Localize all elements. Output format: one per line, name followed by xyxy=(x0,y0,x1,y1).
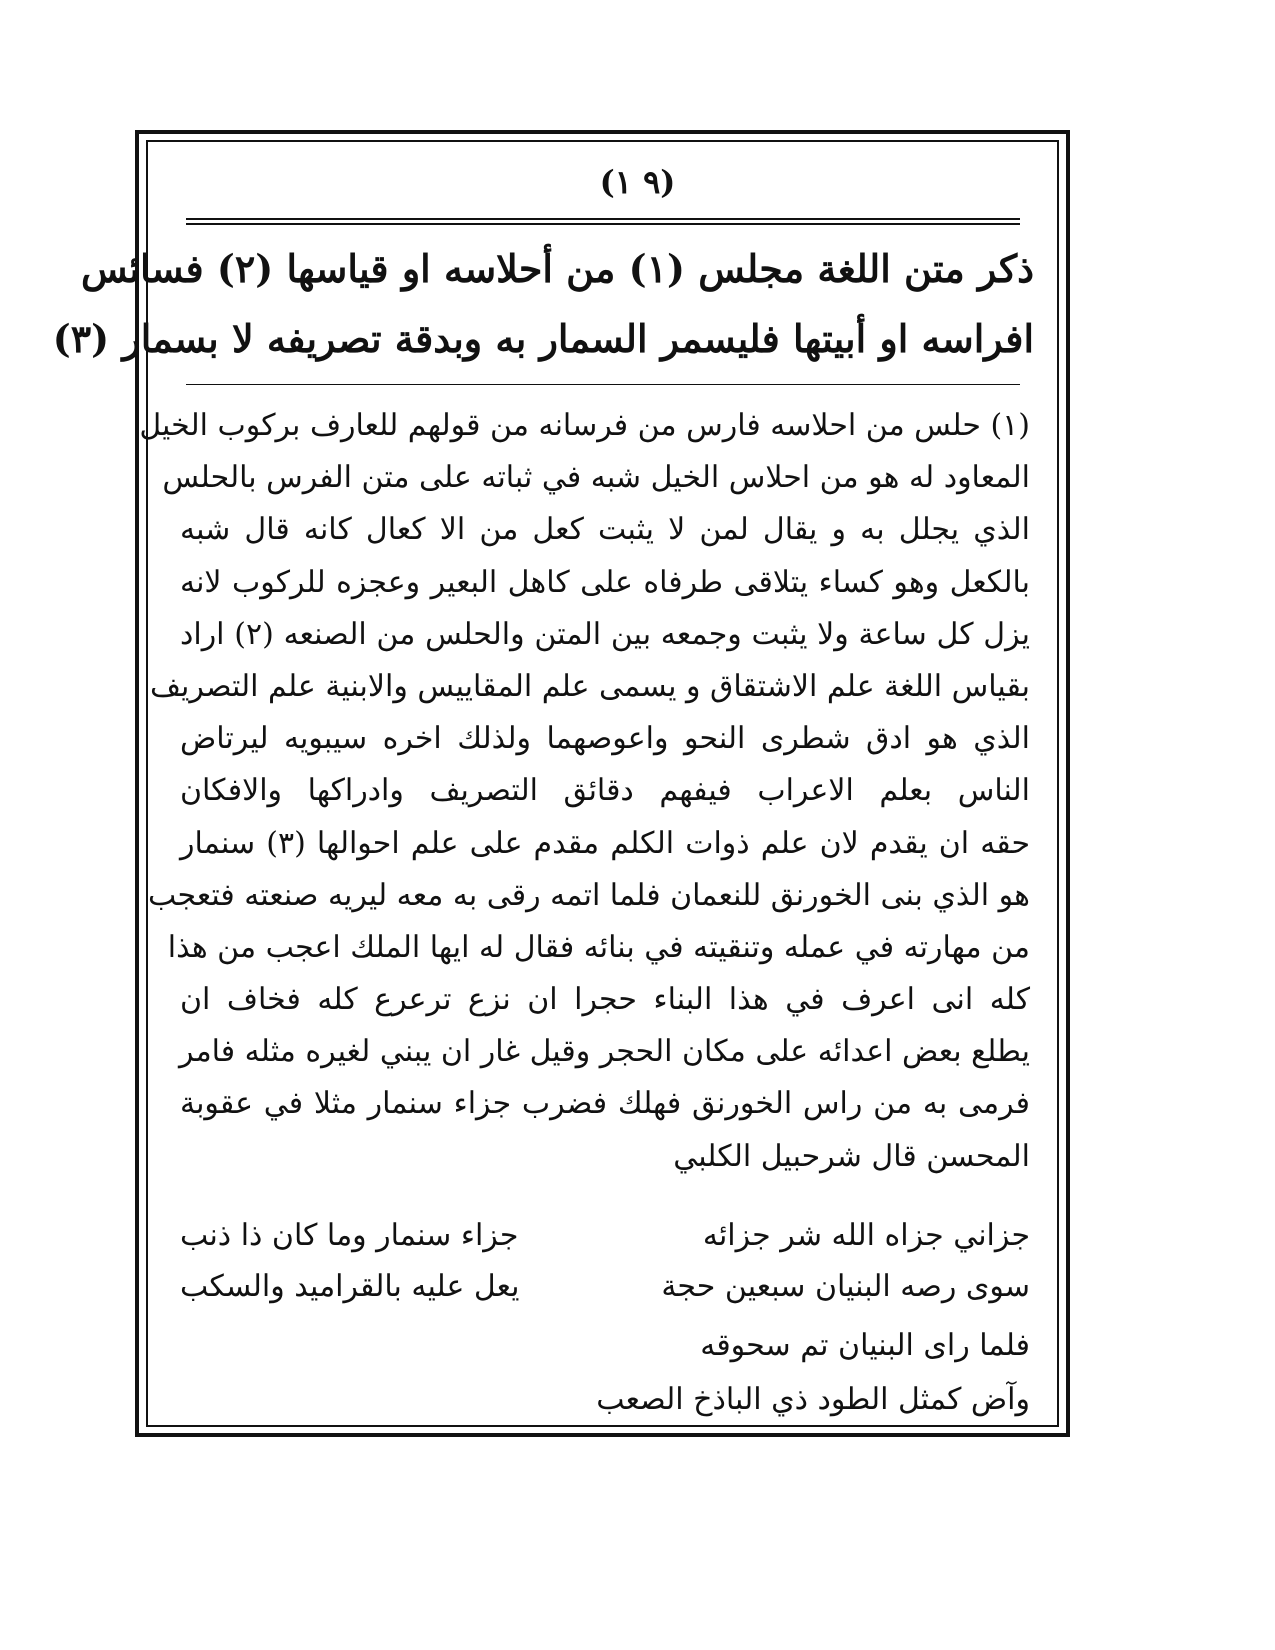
note-line: الذي يجلل به و يقال لمن لا يثبت كعل من الا كعال كانه قال شبه xyxy=(180,512,1030,548)
note-line: المعاود له هو من احلاس الخيل شبه في ثباته على متن الفرس بالحلس xyxy=(162,460,1030,496)
poem-hemistich-left: وآض كمثل الطود ذي الباذخ الصعب xyxy=(596,1382,1030,1417)
note-line: الذي هو ادق شطرى النحو واعوصهما ولذلك اخره سيبويه ليرتاض xyxy=(180,721,1030,757)
poem-hemistich-right: سوى رصه البنيان سبعين حجة xyxy=(661,1269,1030,1304)
note-line: الناس بعلم الاعراب فيفهم دقائق التصريف وادراكها والافكان xyxy=(180,773,1030,809)
note-line: من مهارته في عمله وتنقيته في بنائه فقال له ايها الملك اعجب من هذا xyxy=(167,929,1030,965)
verse-notes-divider xyxy=(186,384,1020,385)
note-line: فرمى به من راس الخورنق فهلك فضرب جزاء سنمار مثلا في عقوبة xyxy=(180,1086,1030,1122)
commentary-notes xyxy=(139,400,1030,1183)
poem-hemistich-right: جزاني جزاه الله شر جزائه xyxy=(702,1218,1030,1253)
poem-verses xyxy=(180,1210,1030,1312)
top-rule-double xyxy=(186,223,1020,225)
verse-line-2: افراسه او أبيتها فليسمر السمار به وبدقة تصريفه لا بسمار (٣) xyxy=(52,316,1034,361)
top-rule xyxy=(186,218,1020,220)
note-line: يزل كل ساعة ولا يثبت وجمعه بين المتن والحلس من الصنعه (٢) اراد xyxy=(180,616,1030,652)
page-number: (٩ ١) xyxy=(599,163,676,201)
poem-row xyxy=(180,1261,1030,1312)
note-line: بالكعل وهو كساء يتلاقى طرفاه على كاهل البعير وعجزه للركوب لانه xyxy=(180,564,1030,600)
verse-line-1: ذكر متن اللغة مجلس (١) من أحلاسه او قياسها (٢) فسائس xyxy=(80,246,1034,291)
poem-hemistich-left: جزاء سنمار وما كان ذا ذنب xyxy=(180,1218,519,1253)
note-line: كله انى اعرف في هذا البناء حجرا ان نزع ترعرع كله فخاف ان xyxy=(180,982,1030,1018)
poem-hemistich-left: يعل عليه بالقراميد والسكب xyxy=(180,1269,520,1304)
note-line: (١) حلس من احلاسه فارس من فرسانه من قولهم للعارف بركوب الخيل xyxy=(139,408,1030,443)
poem-hemistich-right: فلما راى البنيان تم سحوقه xyxy=(700,1328,1030,1363)
poem-row xyxy=(180,1210,1030,1261)
note-line: يطلع بعض اعدائه على مكان الحجر وقيل غار ان يبني لغيره مثله فامر xyxy=(179,1034,1030,1070)
note-line: حقه ان يقدم لان علم ذوات الكلم مقدم على علم احوالها (٣) سنمار xyxy=(180,825,1030,861)
note-line: بقياس اللغة علم الاشتقاق و يسمى علم المقاييس والابنية علم التصريف xyxy=(150,668,1030,704)
note-line: هو الذي بنى الخورنق للنعمان فلما اتمه رقى به معه ليريه صنعته فتعجب xyxy=(148,877,1030,913)
note-line: المحسن قال شرحبيل الكلبي xyxy=(673,1138,1030,1174)
